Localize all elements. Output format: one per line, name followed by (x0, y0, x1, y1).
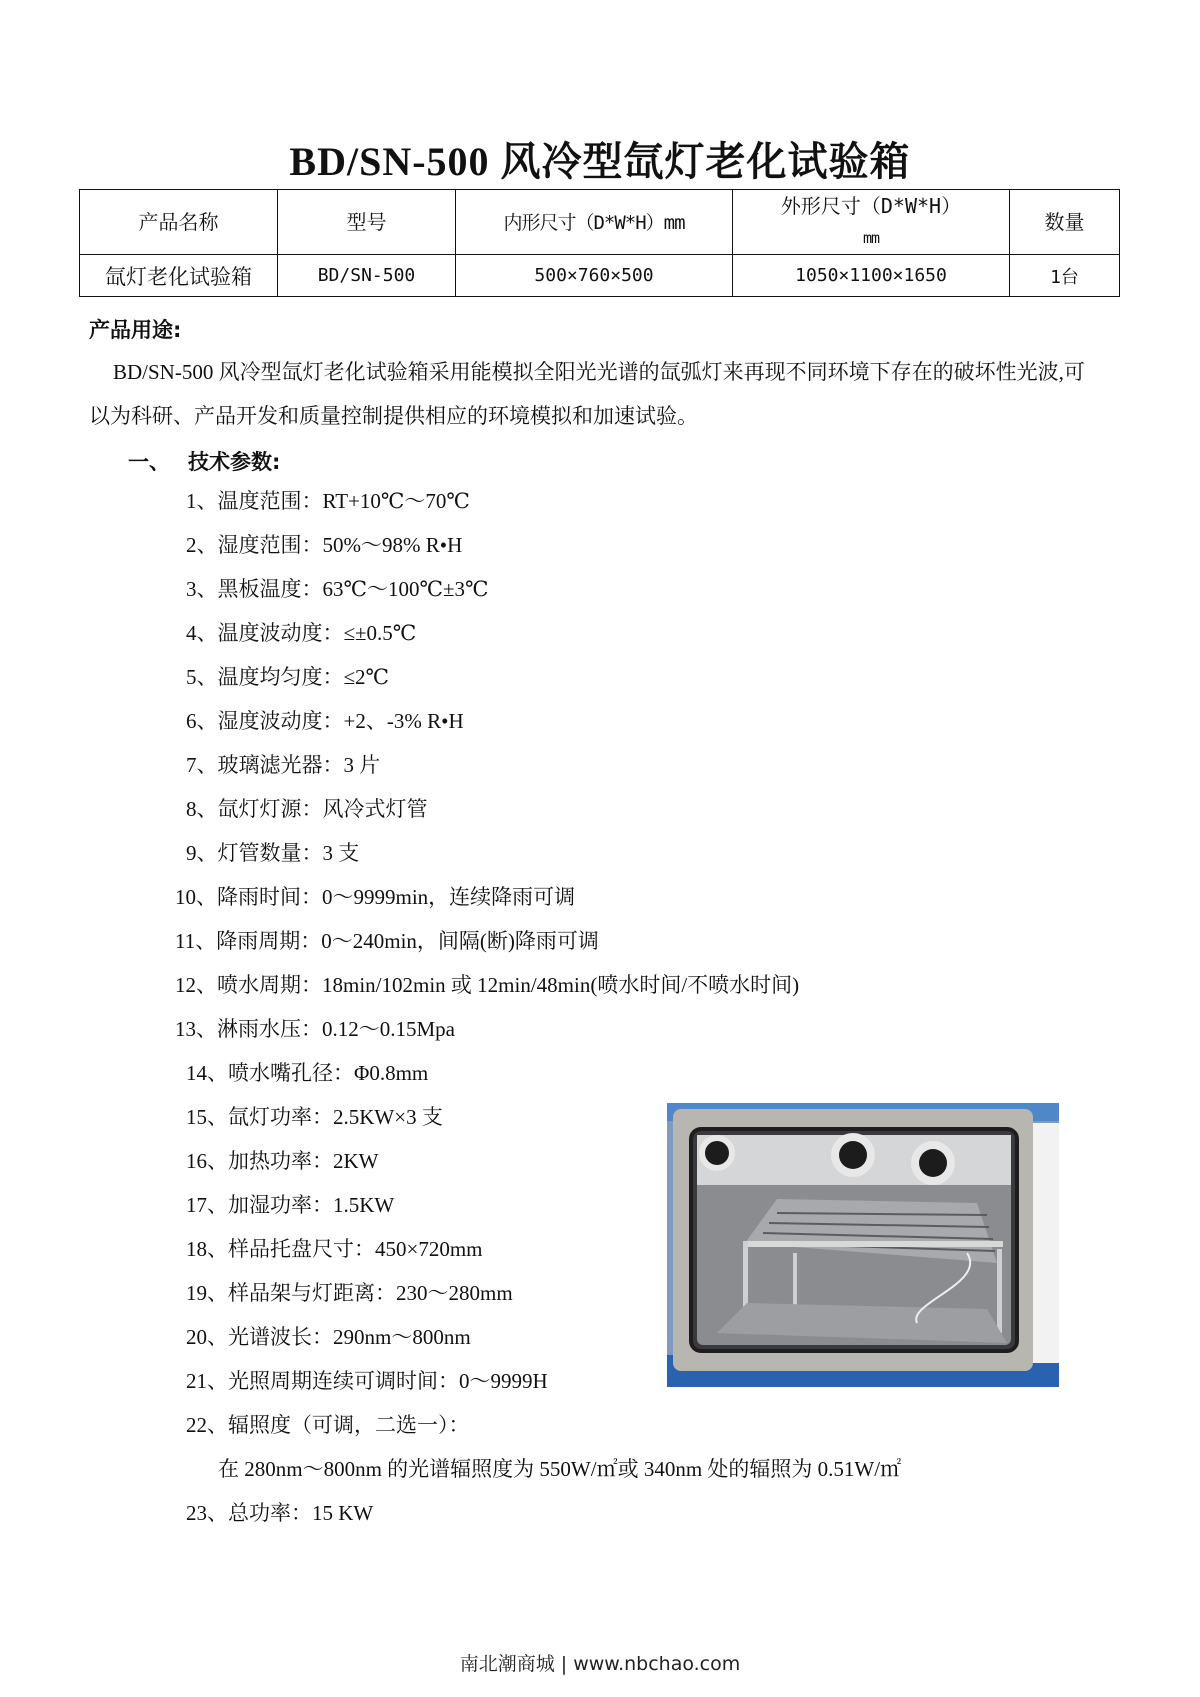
param-item (186, 1366, 548, 1396)
param-item (186, 1498, 373, 1528)
param-text: 光谱波长：290nm～800nm (228, 1325, 471, 1349)
param-text: 加热功率：2KW (228, 1149, 379, 1173)
param-item (175, 970, 799, 1000)
param-number: 21、 (186, 1369, 228, 1393)
param-number: 15、 (186, 1105, 228, 1129)
param-item (175, 882, 575, 912)
param-number: 19、 (186, 1281, 228, 1305)
param-item (186, 1058, 428, 1088)
param-number: 4、 (186, 621, 218, 645)
param-item (186, 1234, 483, 1264)
section-heading (128, 446, 280, 476)
param-item (186, 706, 464, 736)
param-number: 18、 (186, 1237, 228, 1261)
param-text: 氙灯功率：2.5KW×3 支 (228, 1105, 443, 1129)
param-text: 样品托盘尺寸：450×720mm (228, 1237, 483, 1261)
cell-inner-size: 500×760×500 (456, 255, 733, 297)
param-number: 16、 (186, 1149, 228, 1173)
header-quantity: 数量 (1010, 190, 1120, 255)
cell-product-name: 氙灯老化试验箱 (80, 255, 278, 297)
param-item (186, 662, 389, 692)
param-item (186, 1278, 513, 1308)
param-number: 8、 (186, 797, 218, 821)
param-item (186, 1322, 471, 1352)
param-number: 11、 (175, 929, 217, 953)
param-number: 20、 (186, 1325, 228, 1349)
param-item (186, 530, 462, 560)
param-item (186, 486, 470, 516)
param-number: 7、 (186, 753, 218, 777)
param-item-continuation (218, 1454, 901, 1484)
param-text: 灯管数量：3 支 (217, 841, 360, 865)
usage-label: 产品用途: (89, 318, 182, 342)
param-text: 喷水周期：18min/102min 或 12min/48min(喷水时间/不喷水时间) (217, 973, 800, 997)
param-item (186, 750, 380, 780)
param-text: 氙灯灯源：风冷式灯管 (217, 797, 428, 821)
param-number: 22、 (186, 1413, 228, 1437)
param-text: 温度均匀度：≤2℃ (217, 665, 390, 689)
param-item (186, 838, 359, 868)
param-item (186, 574, 489, 604)
header-inner-size: 内形尺寸（D*W*H）mm (456, 190, 733, 255)
param-text: 湿度波动度：+2、-3% R•H (217, 709, 464, 733)
header-model: 型号 (278, 190, 456, 255)
param-text: 湿度范围：50%～98% R•H (217, 533, 463, 557)
page-title: BD/SN-500 风冷型氙灯老化试验箱 (289, 139, 911, 184)
param-text: 辐照度（可调，二选一）： (228, 1413, 470, 1437)
product-spec-table (79, 189, 1120, 297)
param-text: 光照周期连续可调时间：0～9999H (228, 1369, 548, 1393)
param-number: 2、 (186, 533, 218, 557)
param-number: 10、 (175, 885, 217, 909)
section-title: 技术参数: (188, 450, 281, 474)
param-number: 23、 (186, 1501, 228, 1525)
param-item (186, 1146, 379, 1176)
param-text: 样品架与灯距离：230～280mm (228, 1281, 513, 1305)
param-number: 5、 (186, 665, 218, 689)
param-text: 黑板温度：63℃～100℃±3℃ (217, 577, 489, 601)
param-item (186, 618, 416, 648)
table-row (80, 255, 1120, 297)
cell-quantity: 1台 (1010, 255, 1120, 297)
param-number: 13、 (175, 1017, 217, 1041)
usage-paragraph (89, 350, 1099, 438)
param-text: 在 280nm～800nm 的光谱辐照度为 550W/㎡或 340nm 处的辐照为 0.51W/㎡ (218, 1457, 902, 1481)
param-text: 降雨周期：0～240min，间隔(断)降雨可调 (216, 929, 599, 953)
param-item (186, 1190, 394, 1220)
param-item (175, 926, 599, 956)
param-number: 17、 (186, 1193, 228, 1217)
header-outer-size-label: 外形尺寸（D*W*H） (780, 194, 962, 218)
param-text: 玻璃滤光器：3 片 (217, 753, 381, 777)
param-number: 9、 (186, 841, 218, 865)
param-text: 加湿功率：1.5KW (228, 1193, 395, 1217)
param-text: 温度范围：RT+10℃～70℃ (217, 489, 470, 513)
param-number: 12、 (175, 973, 217, 997)
header-product-name: 产品名称 (80, 190, 278, 255)
param-number: 3、 (186, 577, 218, 601)
usage-text: BD/SN-500 风冷型氙灯老化试验箱采用能模拟全阳光光谱的氙弧灯来再现不同环境下存在的破坏性光波,可以为科研、产品开发和质量控制提供相应的环境模拟和加速试验。 (89, 360, 1085, 428)
section-number: 一、 (128, 450, 170, 474)
param-text: 降雨时间：0～9999min，连续降雨可调 (217, 885, 576, 909)
footer-site-info: 南北潮商城 | www.nbchao.com (459, 1653, 741, 1675)
param-number: 6、 (186, 709, 218, 733)
param-text: 温度波动度：≤±0.5℃ (217, 621, 417, 645)
chamber-photo (667, 1103, 1059, 1387)
param-item (186, 794, 428, 824)
header-outer-size (733, 190, 1010, 255)
cell-model: BD/SN-500 (278, 255, 456, 297)
param-number: 1、 (186, 489, 218, 513)
cell-outer-size: 1050×1100×1650 (733, 255, 1010, 297)
param-item (186, 1410, 470, 1440)
param-text: 总功率：15 KW (228, 1501, 374, 1525)
param-number: 14、 (186, 1061, 228, 1085)
param-item (186, 1102, 443, 1132)
table-header-row (80, 190, 1120, 255)
param-item (175, 1014, 455, 1044)
param-text: 喷水嘴孔径：Φ0.8mm (228, 1061, 429, 1085)
header-outer-size-unit: mm (862, 229, 880, 247)
param-text: 淋雨水压：0.12～0.15Mpa (217, 1017, 455, 1041)
